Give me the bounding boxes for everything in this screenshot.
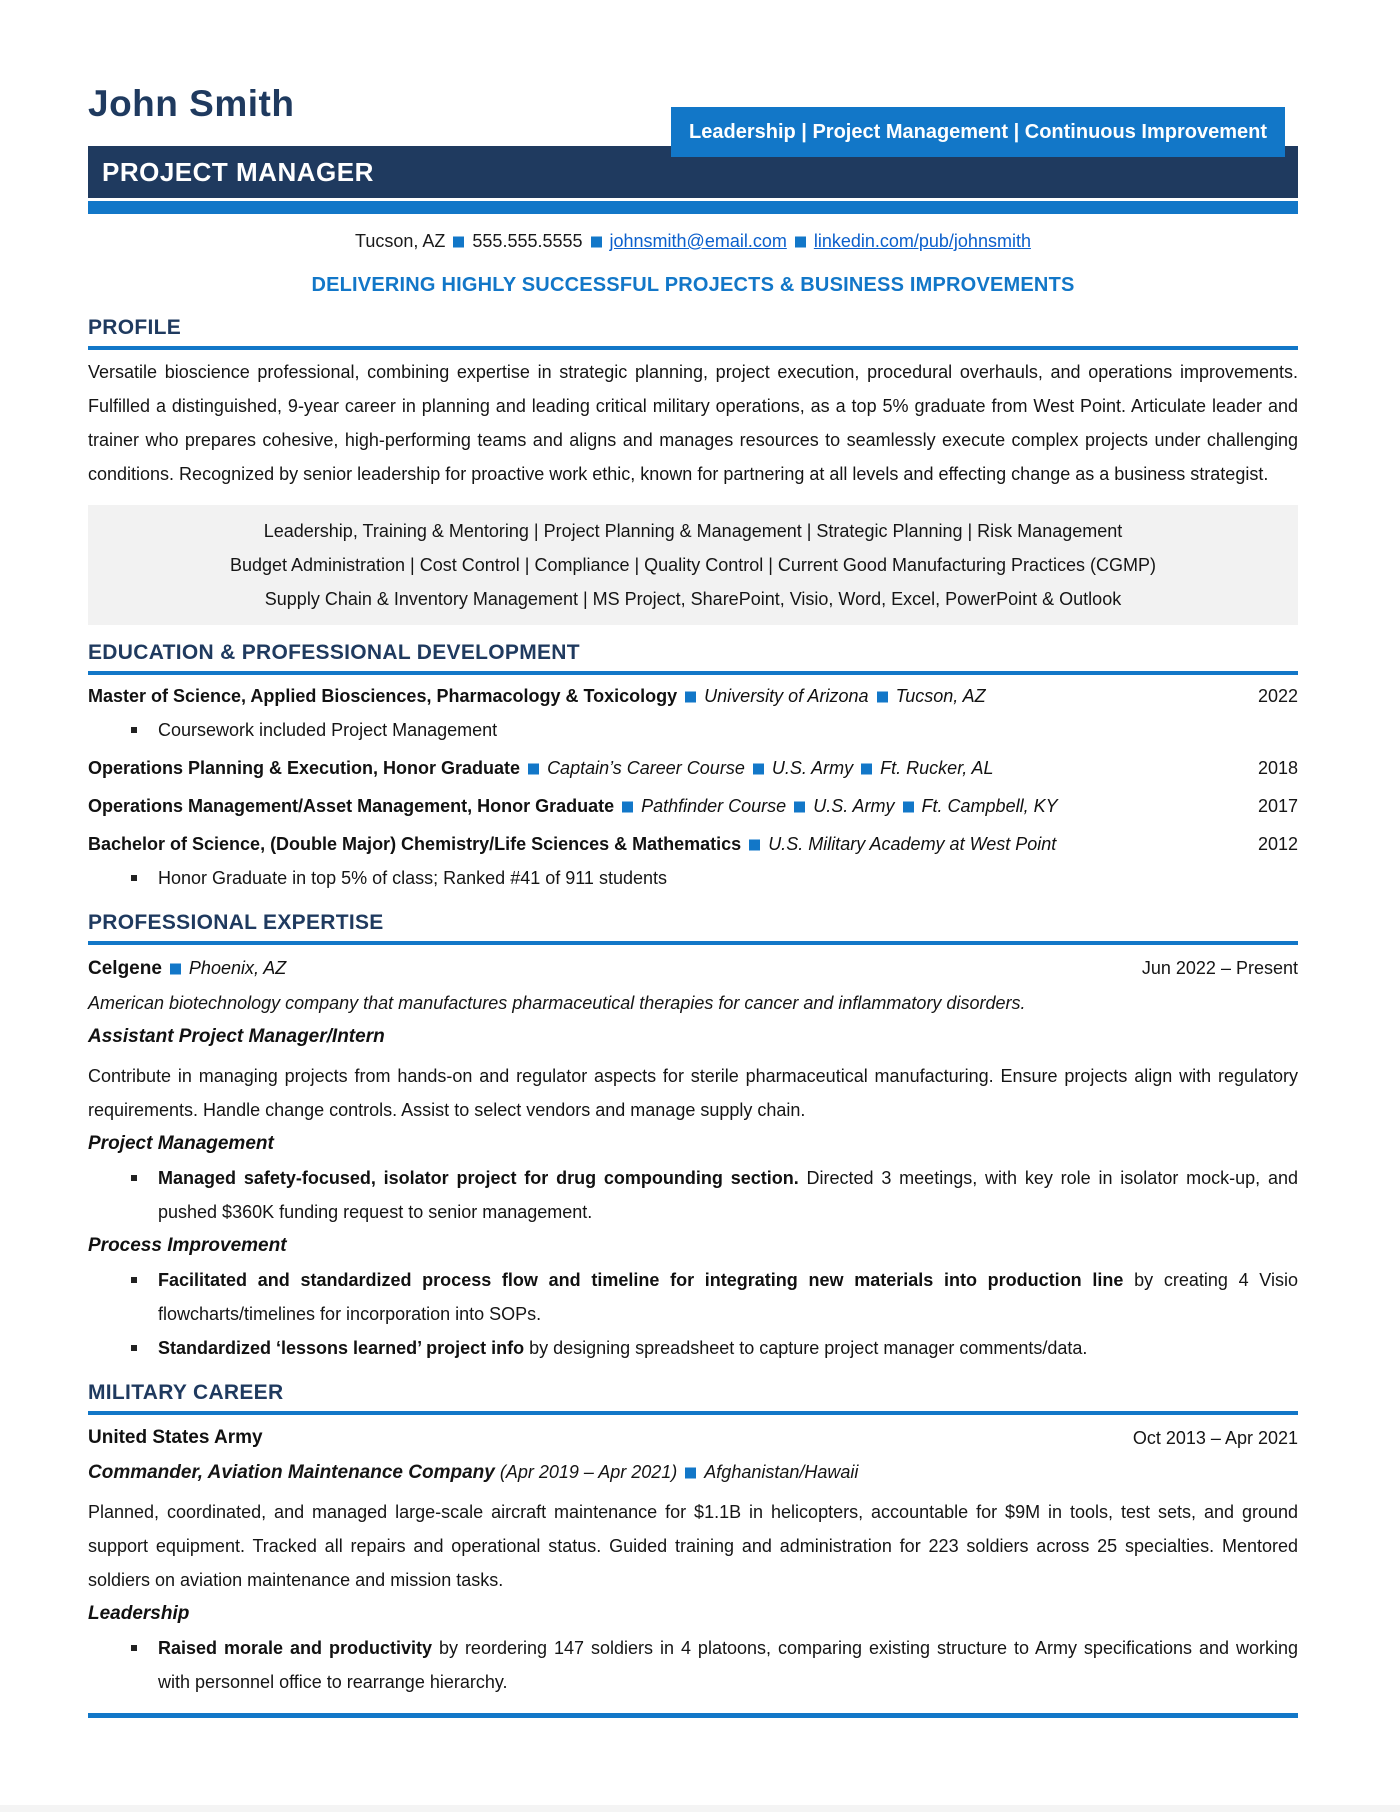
- bullet-square-icon: [131, 1277, 137, 1283]
- page-edge-strip: [0, 1805, 1400, 1812]
- course-location: Ft. Campbell, KY: [921, 796, 1058, 816]
- education-bullet: [88, 861, 1298, 895]
- experience-group-label: Process Improvement: [88, 1235, 287, 1256]
- course-name: Captain’s Career Course: [547, 758, 745, 778]
- bullet-square-icon: [131, 727, 137, 733]
- education-year: 2017: [1257, 796, 1298, 816]
- section-heading-profile: PROFILE: [88, 316, 1298, 350]
- bullet-text: by reordering 147 soldiers in 4 platoons, comparing existing structure to Army specifications and working with personnel office to rearrange hierarchy.: [158, 1638, 1298, 1692]
- bullet-square-icon: [131, 1645, 137, 1651]
- experience-company-row: [88, 951, 1298, 986]
- bullet-square-icon: [131, 1175, 137, 1181]
- degree-title: Bachelor of Science, (Double Major) Chemistry/Life Sciences & Mathematics: [88, 834, 742, 854]
- school-name: University of Arizona: [704, 686, 869, 706]
- military-role-title: Commander, Aviation Maintenance Company: [88, 1462, 495, 1483]
- separator-square-icon: [795, 237, 806, 248]
- bullet-text: by creating 4 Visio flowcharts/timelines for incorporation into SOPs.: [158, 1270, 1298, 1324]
- education-year: 2012: [1257, 834, 1298, 854]
- skills-box: [88, 505, 1298, 625]
- education-year: 2022: [1257, 686, 1298, 706]
- bullet-bold-text: Standardized ‘lessons learned’ project info: [158, 1338, 525, 1358]
- separator-square-icon: [591, 237, 602, 248]
- degree-title: Master of Science, Applied Biosciences, Pharmacology & Toxicology: [88, 686, 678, 706]
- job-title-bar: PROJECT MANAGER: [88, 146, 1298, 198]
- education-bullet: [88, 713, 1298, 747]
- bullet-square-icon: [131, 1345, 137, 1351]
- course-name: Pathfinder Course: [641, 796, 787, 816]
- contact-location: Tucson, AZ: [355, 231, 446, 251]
- contact-linkedin-link[interactable]: linkedin.com/pub/johnsmith: [813, 231, 1031, 251]
- experience-bullet: [88, 1161, 1298, 1229]
- section-heading-military: MILITARY CAREER: [88, 1381, 1298, 1415]
- section-heading-education: EDUCATION & PROFESSIONAL DEVELOPMENT: [88, 641, 1298, 675]
- contact-phone: 555.555.5555: [472, 231, 583, 251]
- military-role-row: [88, 1455, 1298, 1490]
- degree-title: Operations Planning & Execution, Honor Graduate: [88, 758, 521, 778]
- bullet-square-icon: [131, 875, 137, 881]
- bullet-text: by designing spreadsheet to capture project manager comments/data.: [524, 1338, 1088, 1358]
- school-name: U.S. Military Academy at West Point: [768, 834, 1057, 854]
- org-name: U.S. Army: [771, 758, 854, 778]
- separator-square-icon: [453, 237, 464, 248]
- org-name: U.S. Army: [813, 796, 895, 816]
- education-bullet-text: Honor Graduate in top 5% of class; Ranked #41 of 911 students: [158, 868, 667, 888]
- header-accent-strip: [88, 201, 1298, 214]
- experience-bullet: [88, 1331, 1298, 1365]
- header-badge: Leadership | Project Management | Continuous Improvement: [671, 107, 1285, 157]
- bullet-bold-text: Managed safety-focused, isolator project for drug compounding section.: [158, 1168, 799, 1188]
- military-summary: Planned, coordinated, and managed large-scale aircraft maintenance for $1.1B in helicopters, accountable for $9M in tools, test sets, and ground support equipment. Tracked all repairs and operational status. Guided training and administration for 223 soldiers across 25 specialties. Mentored soldiers on aviation maintenance and mission tasks.: [88, 1502, 1298, 1590]
- skills-line: Supply Chain & Inventory Management | MS Project, SharePoint, Visio, Word, Excel, PowerPoint & Outlook: [264, 589, 1122, 609]
- footer-rule: [88, 1713, 1298, 1718]
- bullet-bold-text: Facilitated and standardized process flow and timeline for integrating new materials into production line: [158, 1270, 1124, 1290]
- company-description: American biotechnology company that manufactures pharmaceutical therapies for cancer and inflammatory disorders.: [88, 993, 1026, 1013]
- separator-square-icon: [685, 692, 696, 703]
- separator-square-icon: [170, 964, 181, 975]
- education-entry: [88, 751, 1298, 785]
- military-dates: Oct 2013 – Apr 2021: [1132, 1428, 1298, 1448]
- role-summary: Contribute in managing projects from hands-on and regulator aspects for sterile pharmaceutical manufacturing. Ensure projects align with regulatory requirements. Handle change controls. Assist to select vendors and manage supply chain.: [88, 1066, 1298, 1120]
- bullet-text: Directed 3 meetings, with key role in isolator mock-up, and pushed $360K funding request to senior management.: [158, 1168, 1298, 1222]
- military-role-location: Afghanistan/Hawaii: [704, 1462, 859, 1482]
- person-name: John Smith: [88, 83, 295, 124]
- role-title: Assistant Project Manager/Intern: [88, 1026, 385, 1047]
- education-bullet-text: Coursework included Project Management: [158, 720, 498, 740]
- military-bullet: [88, 1631, 1298, 1699]
- contact-email-link[interactable]: johnsmith@email.com: [609, 231, 787, 251]
- experience-dates: Jun 2022 – Present: [1141, 958, 1298, 978]
- school-location: Tucson, AZ: [895, 686, 986, 706]
- education-entry: [88, 789, 1298, 823]
- profile-paragraph: Versatile bioscience professional, combining expertise in strategic planning, project execution, procedural overhauls, and operations improvements. Fulfilled a distinguished, 9-year career in planning and leading critical military operations, as a top 5% graduate from West Point. Articulate leader and trainer who prepares cohesive, high-performing teams and aligns and manages resources to seamlessly execute complex projects under challenging conditions. Recognized by senior leadership for proactive work ethic, known for partnering at all levels and effecting change as a business strategist.: [88, 362, 1298, 484]
- bullet-bold-text: Raised morale and productivity: [158, 1638, 432, 1658]
- military-org-name: United States Army: [88, 1427, 263, 1448]
- company-location: Phoenix, AZ: [188, 958, 287, 978]
- education-entry: [88, 679, 1298, 713]
- education-entry: [88, 827, 1298, 861]
- military-org-row: [88, 1421, 1298, 1455]
- separator-square-icon: [749, 840, 760, 851]
- military-group-label: Leadership: [88, 1603, 190, 1624]
- education-year: 2018: [1257, 758, 1298, 778]
- section-heading-experience: PROFESSIONAL EXPERTISE: [88, 911, 1298, 945]
- skills-line: Budget Administration | Cost Control | Compliance | Quality Control | Current Good Manufacturing Practices (CGMP): [229, 555, 1157, 575]
- company-name: Celgene: [88, 958, 162, 979]
- separator-square-icon: [753, 764, 764, 775]
- tagline: DELIVERING HIGHLY SUCCESSFUL PROJECTS & BUSINESS IMPROVEMENTS: [311, 274, 1075, 296]
- experience-group-label: Project Management: [88, 1133, 274, 1154]
- separator-square-icon: [685, 1468, 696, 1479]
- separator-square-icon: [903, 802, 914, 813]
- degree-title: Operations Management/Asset Management, Honor Graduate: [88, 796, 615, 816]
- military-role-dates: (Apr 2019 – Apr 2021): [499, 1462, 678, 1482]
- separator-square-icon: [877, 692, 888, 703]
- separator-square-icon: [794, 802, 805, 813]
- contact-line: [88, 224, 1298, 258]
- separator-square-icon: [861, 764, 872, 775]
- experience-bullet: [88, 1263, 1298, 1331]
- skills-line: Leadership, Training & Mentoring | Project Planning & Management | Strategic Planning | Risk Management: [263, 521, 1123, 541]
- separator-square-icon: [622, 802, 633, 813]
- separator-square-icon: [528, 764, 539, 775]
- course-location: Ft. Rucker, AL: [880, 758, 994, 778]
